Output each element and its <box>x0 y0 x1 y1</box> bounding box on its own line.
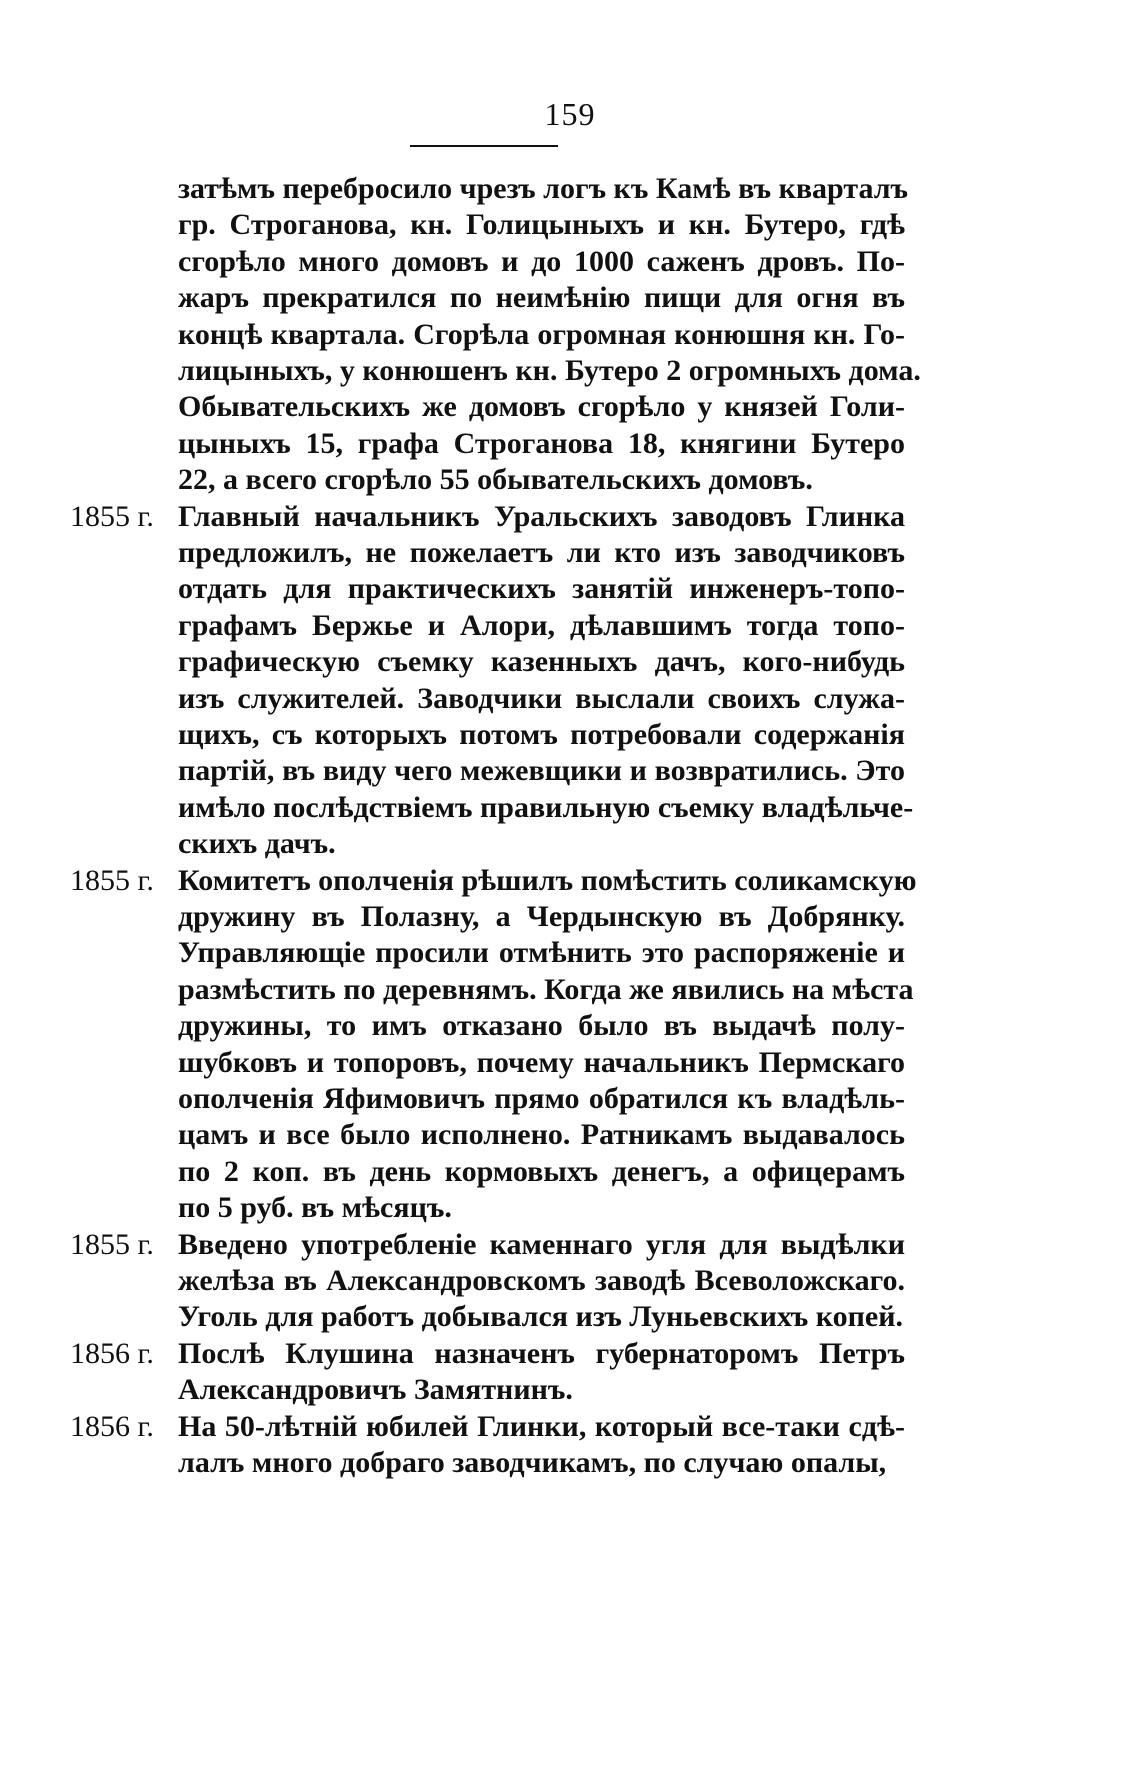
text-line: цыныхъ 15, графа Строганова 18, княгини Бутеро <box>178 427 905 460</box>
text-line: изъ служителей. Заводчики выслали своихъ служа- <box>178 682 905 715</box>
text-line: лалъ много добраго заводчикамъ, по случаю опалы, <box>178 1446 887 1479</box>
text-line: ополченія Яфимовичъ прямо обратился къ владѣль- <box>178 1082 905 1115</box>
text-line: Введено употребленіе каменнаго угля для выдѣлки <box>178 1228 905 1261</box>
text-line: графическую съемку казенныхъ дачъ, кого-нибудь <box>178 645 905 678</box>
text-line: Комитетъ ополченія рѣшилъ помѣстить соликамскую <box>178 864 917 897</box>
text-line: жаръ прекратился по неимѣнію пищи для огня въ <box>178 281 905 314</box>
text-line: скихъ дачъ. <box>178 827 336 860</box>
text-line: шубковъ и топоровъ, почему начальникъ Пермскаго <box>178 1046 905 1079</box>
text-line: сгорѣло много домовъ и до 1000 саженъ дровъ. По- <box>178 245 905 278</box>
entry-year: 1855 г. <box>70 500 154 533</box>
text-line: имѣло послѣдствіемъ правильную съемку владѣльче- <box>178 791 914 824</box>
entry-year: 1856 г. <box>70 1337 154 1370</box>
text-line: цамъ и все было исполнено. Ратникамъ выдавалось <box>178 1118 905 1151</box>
text-line: затѣмъ перебросило чрезъ логъ къ Камѣ въ кварталъ <box>178 172 909 205</box>
text-line: дружины, то имъ отказано было въ выдачѣ полу- <box>178 1009 905 1042</box>
text-line: щихъ, съ которыхъ потомъ потребовали содержанія <box>178 718 905 751</box>
text-line: концѣ квартала. Сгорѣла огромная конюшня кн. Го- <box>178 318 905 351</box>
text-line: Главный начальникъ Уральскихъ заводовъ Глинка <box>178 500 905 533</box>
text-line: На 50-лѣтній юбилей Глинки, который все-таки сдѣ- <box>178 1410 905 1443</box>
text-line: размѣстить по деревнямъ. Когда же явились на мѣста <box>178 973 914 1006</box>
text-line: 22, а всего сгорѣло 55 обывательскихъ домовъ. <box>178 463 813 496</box>
text-line: графамъ Бержье и Алори, дѣлавшимъ тогда топо- <box>178 609 905 642</box>
entry-year: 1855 г. <box>70 1228 154 1261</box>
text-line: Уголь для работъ добывался изъ Луньевскихъ копей. <box>178 1300 903 1333</box>
text-line: дружину въ Полазну, а Чердынскую въ Добрянку. <box>178 900 905 933</box>
text-line: гр. Строганова, кн. Голицыныхъ и кн. Бутеро, гдѣ <box>178 208 905 241</box>
text-line: Управляющіе просили отмѣнить это распоряженіе и <box>178 936 905 969</box>
text-line: Послѣ Клушина назначенъ губернаторомъ Петръ <box>178 1337 905 1370</box>
text-line: по 5 руб. въ мѣсяцъ. <box>178 1191 452 1224</box>
entry-year: 1855 г. <box>70 864 154 897</box>
text-line: лицыныхъ, у конюшенъ кн. Бутеро 2 огромныхъ дома. <box>178 354 921 387</box>
page-number: 159 <box>544 96 596 132</box>
text-line: предложилъ, не пожелаетъ ли кто изъ заводчиковъ <box>178 536 905 569</box>
text-line: желѣза въ Александровскомъ заводѣ Всеволожскаго. <box>178 1264 905 1297</box>
text-line: Александровичъ Замятнинъ. <box>178 1373 573 1406</box>
text-line: по 2 коп. въ день кормовыхъ денегъ, а офицерамъ <box>178 1155 905 1188</box>
text-line: отдать для практическихъ занятій инженеръ-топо- <box>178 572 905 605</box>
entry-year: 1856 г. <box>70 1410 154 1443</box>
text-line: Обывательскихъ же домовъ сгорѣло у князей Голи- <box>178 390 905 423</box>
text-line: партій, въ виду чего межевщики и возвратились. Это <box>178 754 905 787</box>
